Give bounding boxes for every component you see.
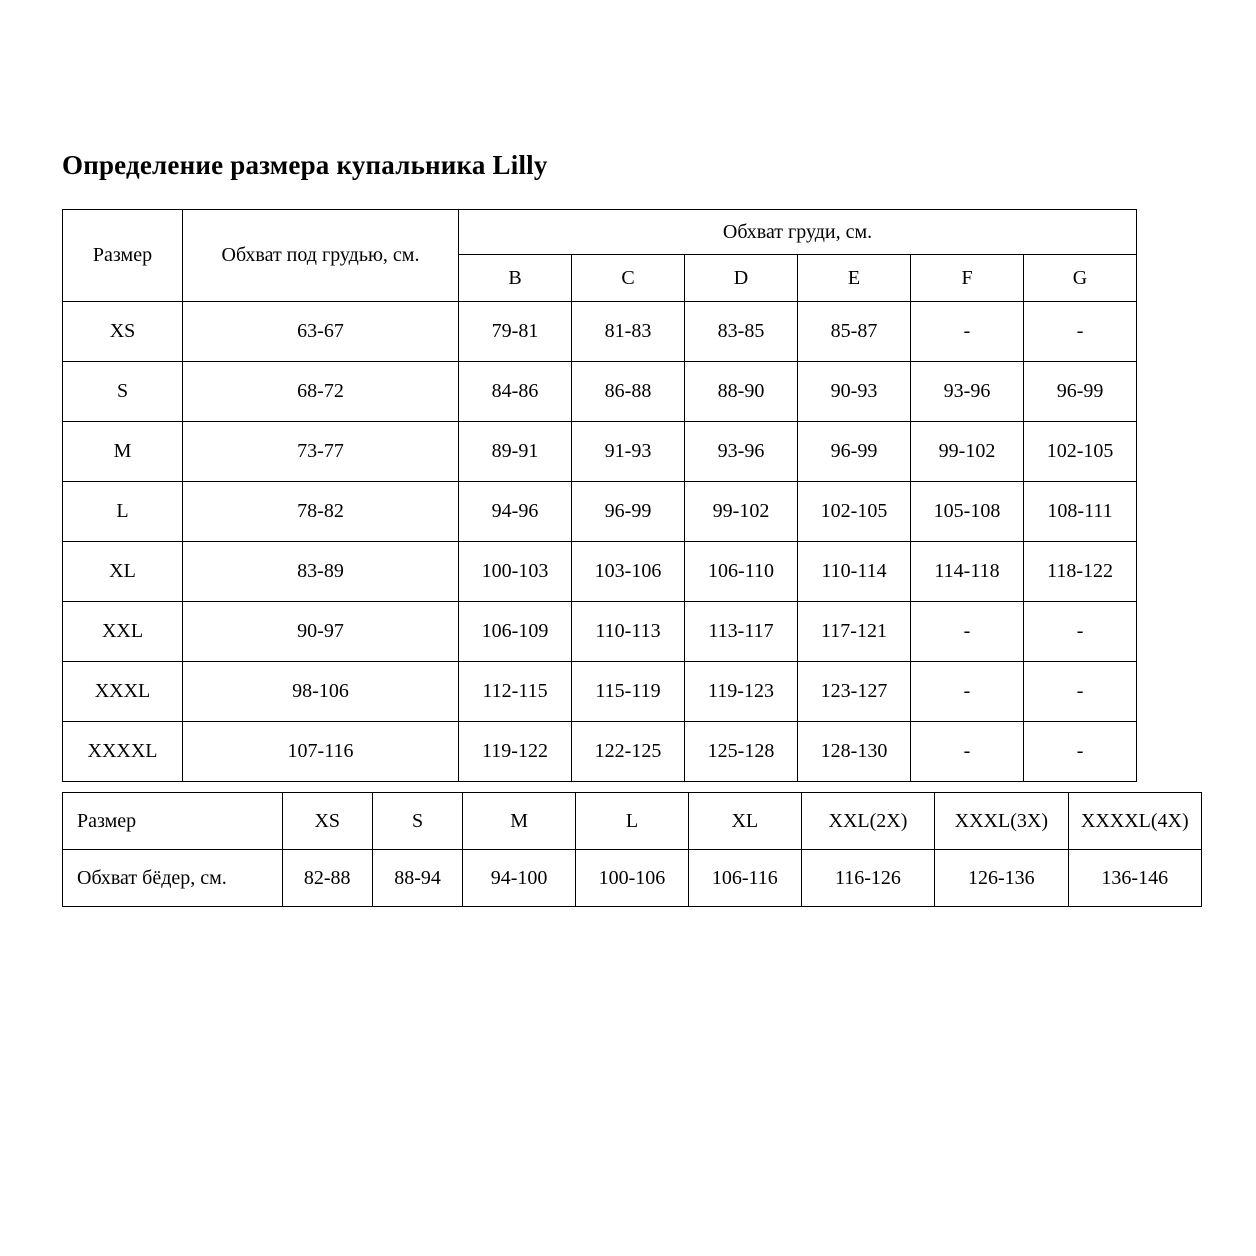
cell-cup-e: 128-130 — [798, 722, 911, 782]
cell-underbust: 98-106 — [183, 662, 459, 722]
table-row — [63, 362, 1137, 422]
cell-cup-d: 113-117 — [685, 602, 798, 662]
cell-cup-g: 118-122 — [1024, 542, 1137, 602]
cell-cup-d: 99-102 — [685, 482, 798, 542]
hips-table-body — [63, 793, 1202, 907]
cell-cup-d: 106-110 — [685, 542, 798, 602]
cell-cup-b: 79-81 — [459, 302, 572, 362]
table-row — [63, 542, 1137, 602]
hips-value-xxxl: 126-136 — [935, 850, 1068, 907]
table-row — [63, 482, 1137, 542]
cell-cup-g: - — [1024, 602, 1137, 662]
hips-value-xxxxl: 136-146 — [1068, 850, 1201, 907]
cell-cup-f: 114-118 — [911, 542, 1024, 602]
cell-underbust: 68-72 — [183, 362, 459, 422]
cell-cup-d: 88-90 — [685, 362, 798, 422]
hips-value-s: 88-94 — [372, 850, 462, 907]
hips-header-label: Размер — [63, 793, 283, 850]
cell-cup-g: 96-99 — [1024, 362, 1137, 422]
cell-cup-f: 99-102 — [911, 422, 1024, 482]
header-cup-d: D — [685, 255, 798, 302]
hips-size-xl: XL — [688, 793, 801, 850]
table-body — [63, 302, 1137, 782]
hips-header-row — [63, 793, 1202, 850]
cell-cup-b: 84-86 — [459, 362, 572, 422]
cell-size: XXXXL — [63, 722, 183, 782]
table-row — [63, 602, 1137, 662]
table-header-row-1 — [63, 210, 1137, 255]
cell-underbust: 63-67 — [183, 302, 459, 362]
page-title: Определение размера купальника Lilly — [62, 150, 548, 180]
cell-cup-f: 105-108 — [911, 482, 1024, 542]
cell-cup-c: 115-119 — [572, 662, 685, 722]
header-size: Размер — [63, 210, 183, 302]
cell-cup-c: 103-106 — [572, 542, 685, 602]
cell-cup-f: - — [911, 602, 1024, 662]
hips-value-m: 94-100 — [463, 850, 576, 907]
cell-cup-b: 119-122 — [459, 722, 572, 782]
cell-cup-b: 112-115 — [459, 662, 572, 722]
cell-cup-g: 102-105 — [1024, 422, 1137, 482]
hips-size-l: L — [576, 793, 689, 850]
cell-cup-d: 125-128 — [685, 722, 798, 782]
cell-cup-g: - — [1024, 302, 1137, 362]
cell-cup-b: 100-103 — [459, 542, 572, 602]
header-underbust: Обхват под грудью, см. — [183, 210, 459, 302]
hips-size-xxxl: XXXL(3X) — [935, 793, 1068, 850]
cell-cup-d: 83-85 — [685, 302, 798, 362]
cell-cup-b: 89-91 — [459, 422, 572, 482]
cell-size: M — [63, 422, 183, 482]
table-row — [63, 722, 1137, 782]
hips-value-label: Обхват бёдер, см. — [63, 850, 283, 907]
size-chart-table — [62, 209, 1137, 782]
cell-cup-f: 93-96 — [911, 362, 1024, 422]
cell-cup-c: 110-113 — [572, 602, 685, 662]
hips-value-xl: 106-116 — [688, 850, 801, 907]
cell-cup-c: 91-93 — [572, 422, 685, 482]
cell-cup-e: 123-127 — [798, 662, 911, 722]
cell-size: XXL — [63, 602, 183, 662]
cell-underbust: 78-82 — [183, 482, 459, 542]
cell-underbust: 83-89 — [183, 542, 459, 602]
cell-size: XS — [63, 302, 183, 362]
hips-value-row — [63, 850, 1202, 907]
cell-cup-d: 119-123 — [685, 662, 798, 722]
hips-size-m: M — [463, 793, 576, 850]
header-cup-e: E — [798, 255, 911, 302]
cell-cup-e: 110-114 — [798, 542, 911, 602]
cell-size: S — [63, 362, 183, 422]
cell-cup-e: 85-87 — [798, 302, 911, 362]
table-row — [63, 302, 1137, 362]
hips-size-xxl: XXL(2X) — [801, 793, 934, 850]
cell-cup-c: 96-99 — [572, 482, 685, 542]
cell-cup-g: 108-111 — [1024, 482, 1137, 542]
cell-size: L — [63, 482, 183, 542]
cell-cup-c: 86-88 — [572, 362, 685, 422]
cell-size: XL — [63, 542, 183, 602]
hips-size-xxxxl: XXXXL(4X) — [1068, 793, 1201, 850]
cell-cup-b: 106-109 — [459, 602, 572, 662]
cell-cup-e: 117-121 — [798, 602, 911, 662]
cell-cup-d: 93-96 — [685, 422, 798, 482]
hips-size-s: S — [372, 793, 462, 850]
cell-underbust: 90-97 — [183, 602, 459, 662]
hips-value-l: 100-106 — [576, 850, 689, 907]
header-cup-c: C — [572, 255, 685, 302]
hips-value-xxl: 116-126 — [801, 850, 934, 907]
cell-cup-f: - — [911, 302, 1024, 362]
cell-cup-g: - — [1024, 722, 1137, 782]
cell-cup-e: 102-105 — [798, 482, 911, 542]
cell-cup-c: 81-83 — [572, 302, 685, 362]
hips-value-xs: 82-88 — [282, 850, 372, 907]
table-header — [63, 210, 1137, 302]
header-cup-b: B — [459, 255, 572, 302]
cell-cup-f: - — [911, 722, 1024, 782]
cell-size: XXXL — [63, 662, 183, 722]
header-chest-group: Обхват груди, см. — [459, 210, 1137, 255]
cell-cup-g: - — [1024, 662, 1137, 722]
cell-cup-f: - — [911, 662, 1024, 722]
table-row — [63, 662, 1137, 722]
cell-underbust: 107-116 — [183, 722, 459, 782]
table-row — [63, 422, 1137, 482]
hips-chart-table — [62, 792, 1202, 907]
cell-underbust: 73-77 — [183, 422, 459, 482]
header-cup-g: G — [1024, 255, 1137, 302]
cell-cup-b: 94-96 — [459, 482, 572, 542]
cell-cup-e: 96-99 — [798, 422, 911, 482]
cell-cup-e: 90-93 — [798, 362, 911, 422]
hips-size-xs: XS — [282, 793, 372, 850]
cell-cup-c: 122-125 — [572, 722, 685, 782]
header-cup-f: F — [911, 255, 1024, 302]
